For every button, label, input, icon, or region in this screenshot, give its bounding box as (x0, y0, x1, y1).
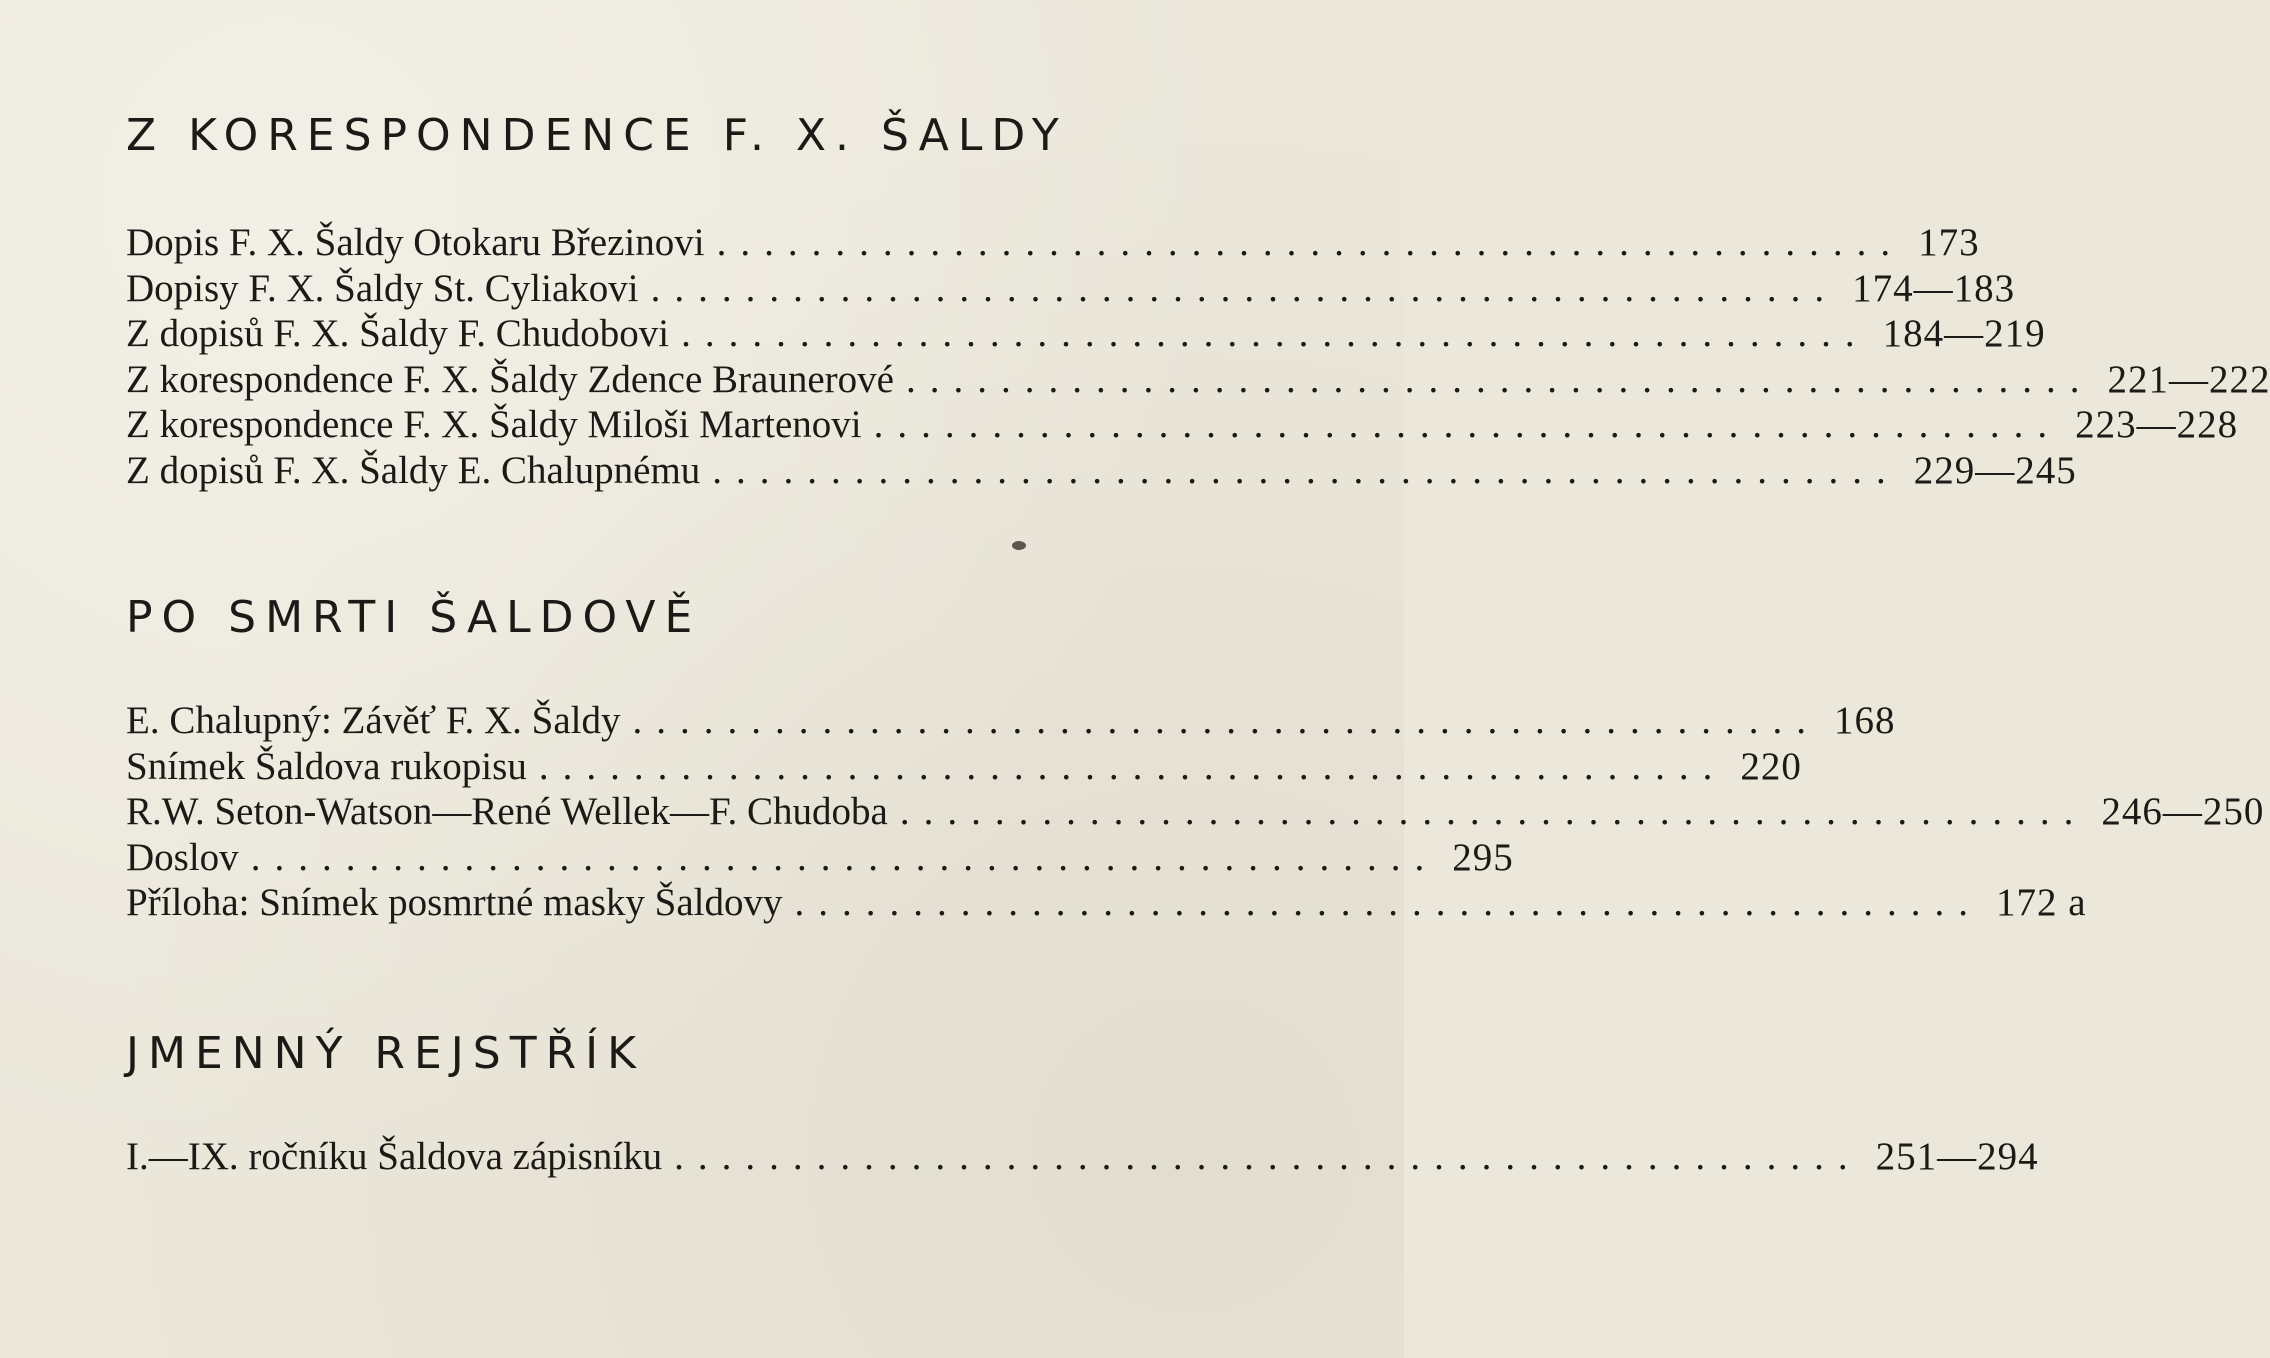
toc-list-jmenny-rejstrik (126, 1134, 2039, 1180)
toc-entry (126, 311, 2046, 357)
toc-entry-title: Dopisy F. X. Šaldy St. Cyliakovi (126, 266, 639, 310)
dot-leader: .................................................. (905, 357, 2094, 401)
dot-leader: .................................................. (899, 790, 2088, 833)
toc-entry-page: 251—294 (1875, 1135, 2039, 1178)
dot-leader: .................................................. (538, 744, 1727, 788)
toc-entry-title: Z dopisů F. X. Šaldy F. Chudobovi (126, 312, 670, 355)
toc-entry (126, 266, 2016, 312)
section-title-korespondence: Z KORESPONDENCE F. X. ŠALDY (126, 110, 1068, 161)
dot-leader: .................................................. (794, 881, 1982, 924)
toc-entry (126, 402, 2239, 448)
toc-entry-page: 168 (1834, 699, 1896, 742)
toc-entry-title: Snímek Šaldova rukopisu (126, 744, 527, 788)
toc-entry-title: R.W. Seton-Watson—René Wellek—F. Chudoba (126, 790, 888, 833)
toc-entry (126, 744, 1802, 790)
toc-entry (126, 220, 1980, 266)
dot-leader: .................................................. (681, 312, 1869, 355)
toc-entry-page: 295 (1452, 835, 1514, 879)
dot-leader: .................................................. (716, 221, 1905, 264)
toc-entry-title: E. Chalupný: Závěť F. X. Šaldy (126, 699, 621, 742)
dot-leader: .................................................. (674, 1135, 1862, 1178)
section-title-jmenny-rejstrik: JMENNÝ REJSTŘÍK (126, 1028, 645, 1079)
toc-entry (126, 880, 2087, 926)
toc-entry-title: I.—IX. ročníku Šaldova zápisníku (126, 1135, 663, 1178)
toc-entry-title: Z dopisů F. X. Šaldy E. Chalupnému (126, 448, 701, 492)
toc-entry-title: Z korespondence F. X. Šaldy Zdence Braunerové (126, 357, 894, 401)
section-title-po-smrti: PO SMRTI ŠALDOVĚ (126, 592, 702, 643)
dot-leader: .................................................. (873, 403, 2062, 446)
toc-entry-page: 246—250 (2101, 790, 2265, 833)
toc-entry-title: Příloha: Snímek posmrtné masky Šaldovy (126, 881, 783, 924)
toc-entry (126, 835, 1514, 881)
toc-entry-page: 229—245 (1913, 448, 2077, 492)
ink-speck (1012, 541, 1026, 550)
dot-leader: .................................................. (650, 266, 1839, 310)
toc-entry-title: Z korespondence F. X. Šaldy Miloši Martenovi (126, 403, 862, 446)
toc-entry (126, 357, 2270, 403)
toc-list-korespondence (126, 220, 2270, 493)
toc-entry-page: 220 (1740, 744, 1802, 788)
toc-entry-page: 174—183 (1852, 266, 2016, 310)
toc-entry (126, 448, 2077, 494)
toc-entry (126, 698, 1896, 744)
toc-entry-page: 172 a (1995, 881, 2087, 924)
toc-entry-page: 221—222 (2107, 357, 2270, 401)
toc-list-po-smrti (126, 698, 2265, 926)
toc-entry-page: 223—228 (2075, 403, 2239, 446)
toc-entry-title: Doslov (126, 835, 239, 879)
dot-leader: .................................................. (632, 699, 1820, 742)
toc-entry-title: Dopis F. X. Šaldy Otokaru Březinovi (126, 221, 705, 264)
toc-entry-page: 184—219 (1882, 312, 2046, 355)
dot-leader: .................................................. (250, 835, 1439, 879)
toc-entry (126, 789, 2265, 835)
toc-entry-page: 173 (1918, 221, 1980, 264)
dot-leader: .................................................. (712, 448, 1900, 492)
toc-entry (126, 1134, 2039, 1180)
